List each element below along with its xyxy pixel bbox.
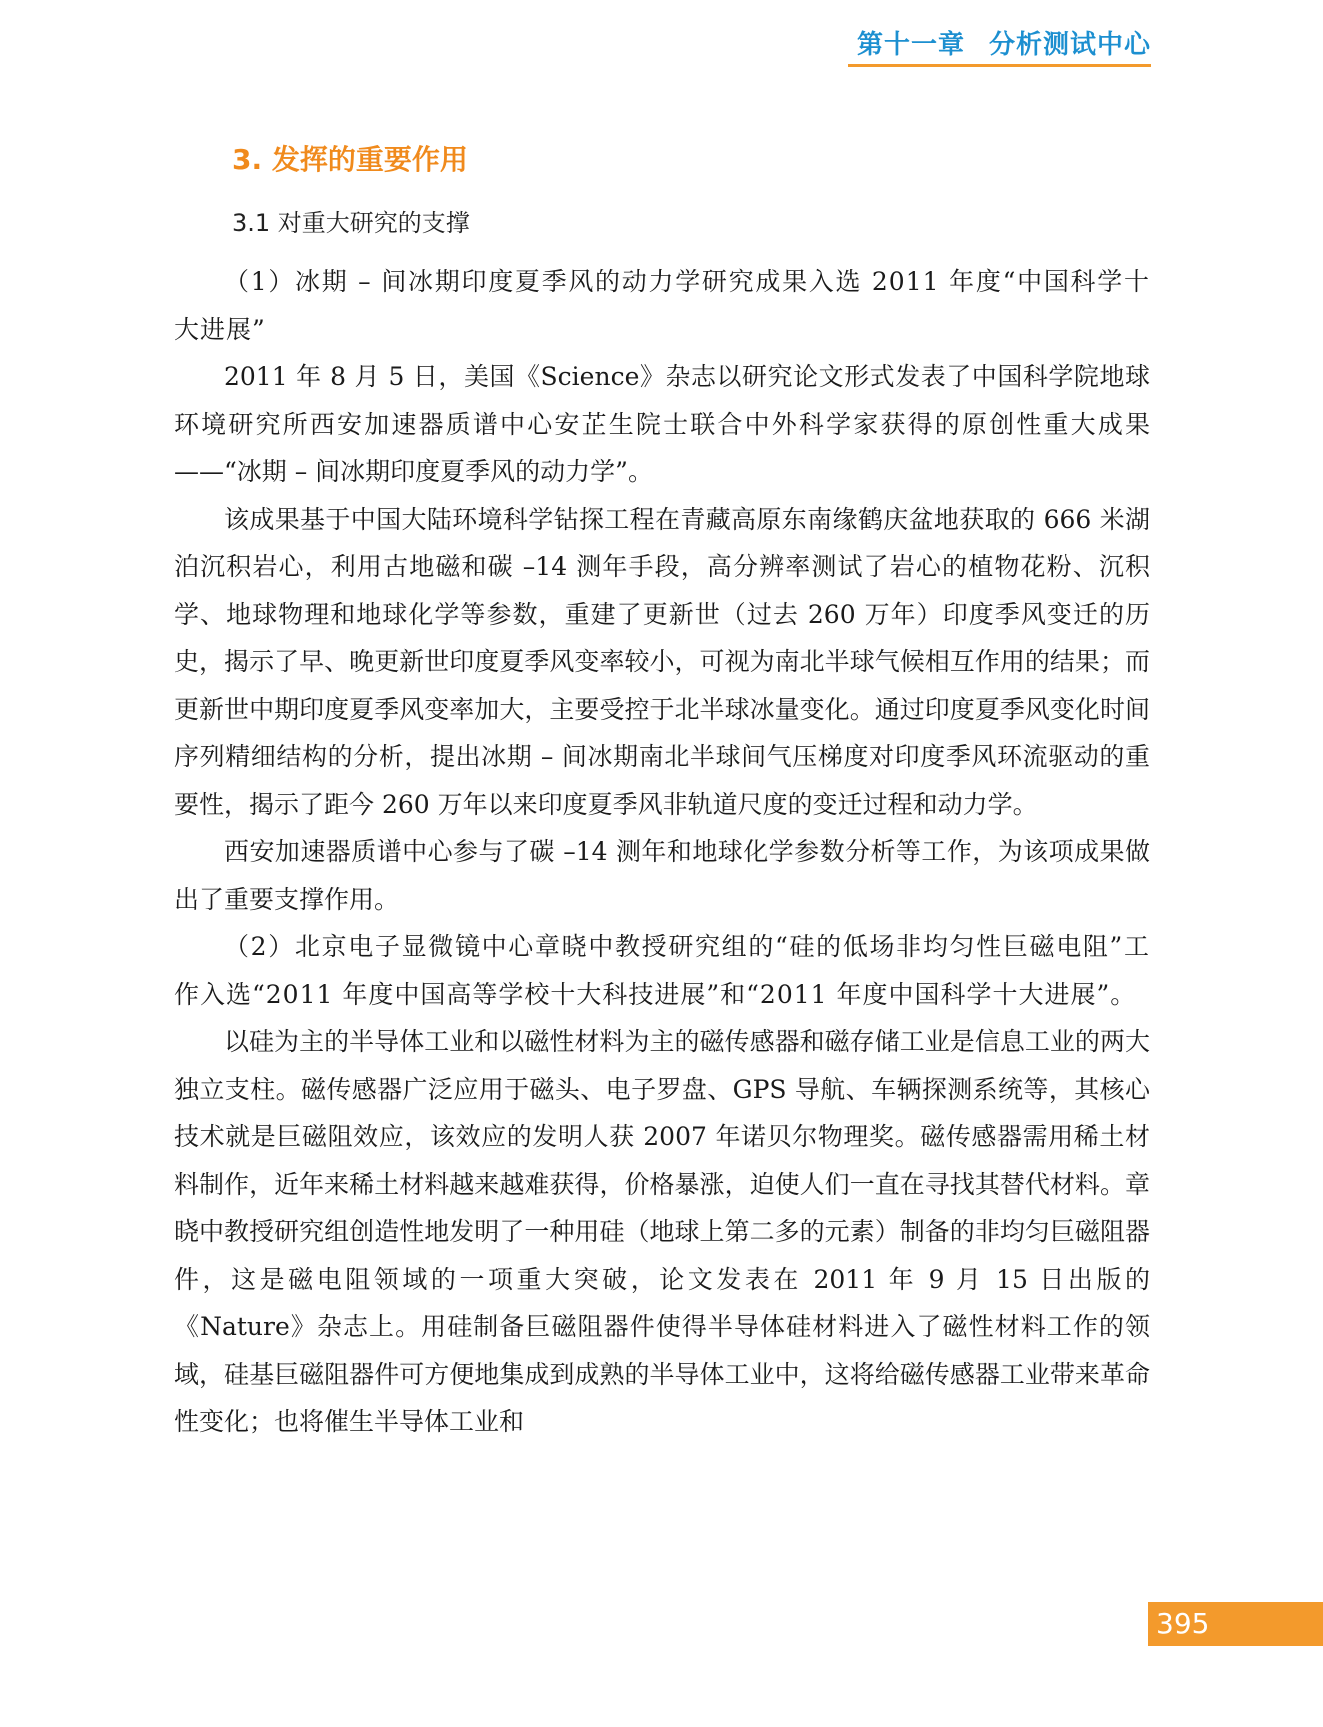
body-text	[174, 258, 1150, 1446]
chapter-label: 第十一章	[856, 30, 965, 60]
paragraph-item-1-heading: （1）冰期 – 间冰期印度夏季风的动力学研究成果入选 2011 年度“中国科学十大进展”	[174, 267, 1150, 344]
page-number: 395	[1148, 1602, 1323, 1646]
paragraph: 西安加速器质谱中心参与了碳 –14 测年和地球化学参数分析等工作，为该项成果做出了重要支撑作用。	[174, 837, 1150, 914]
header-rule	[848, 64, 1151, 67]
running-header	[857, 24, 1151, 61]
paragraph: 2011 年 8 月 5 日，美国《Science》杂志以研究论文形式发表了中国科学院地球环境研究所西安加速器质谱中心安芷生院士联合中外科学家获得的原创性重大成果——“冰期 – 间冰期印度夏季风的动力学”。	[174, 362, 1150, 486]
paragraph-item-2-heading: （2）北京电子显微镜中心章晓中教授研究组的“硅的低场非均匀性巨磁电阻”工作入选“2011 年度中国高等学校十大科技进展”和“2011 年度中国科学十大进展”。	[174, 932, 1150, 1009]
center-name: 分析测试中心	[988, 30, 1151, 60]
section-title: 3. 发挥的重要作用	[232, 143, 468, 176]
subsection-title: 3.1 对重大研究的支撑	[232, 209, 470, 237]
paragraph: 以硅为主的半导体工业和以磁性材料为主的磁传感器和磁存储工业是信息工业的两大独立支柱。磁传感器广泛应用于磁头、电子罗盘、GPS 导航、车辆探测系统等，其核心技术就是巨磁阻效应，该效应的发明人获 2007 年诺贝尔物理奖。磁传感器需用稀土材料制作，近年来稀土材料越来越难获得，价格暴涨，迫使人们一直在寻找其替代材料。章晓中教授研究组创造性地发明了一种用硅（地球上第二多的元素）制备的非均匀巨磁阻器件，这是磁电阻领域的一项重大突破，论文发表在 2011 年 9 月 15 日出版的《Nature》杂志上。用硅制备巨磁阻器件使得半导体硅材料进入了磁性材料工作的领域，硅基巨磁阻器件可方便地集成到成熟的半导体工业中，这将给磁传感器工业带来革命性变化；也将催生半导体工业和	[174, 1027, 1150, 1436]
paragraph: 该成果基于中国大陆环境科学钻探工程在青藏高原东南缘鹤庆盆地获取的 666 米湖泊沉积岩心，利用古地磁和碳 –14 测年手段，高分辨率测试了岩心的植物花粉、沉积学、地球物理和地球化学等参数，重建了更新世（过去 260 万年）印度季风变迁的历史，揭示了早、晚更新世印度夏季风变率较小，可视为南北半球气候相互作用的结果；而更新世中期印度夏季风变率加大，主要受控于北半球冰量变化。通过印度夏季风变化时间序列精细结构的分析，提出冰期 – 间冰期南北半球间气压梯度对印度季风环流驱动的重要性，揭示了距今 260 万年以来印度夏季风非轨道尺度的变迁过程和动力学。	[174, 504, 1150, 819]
